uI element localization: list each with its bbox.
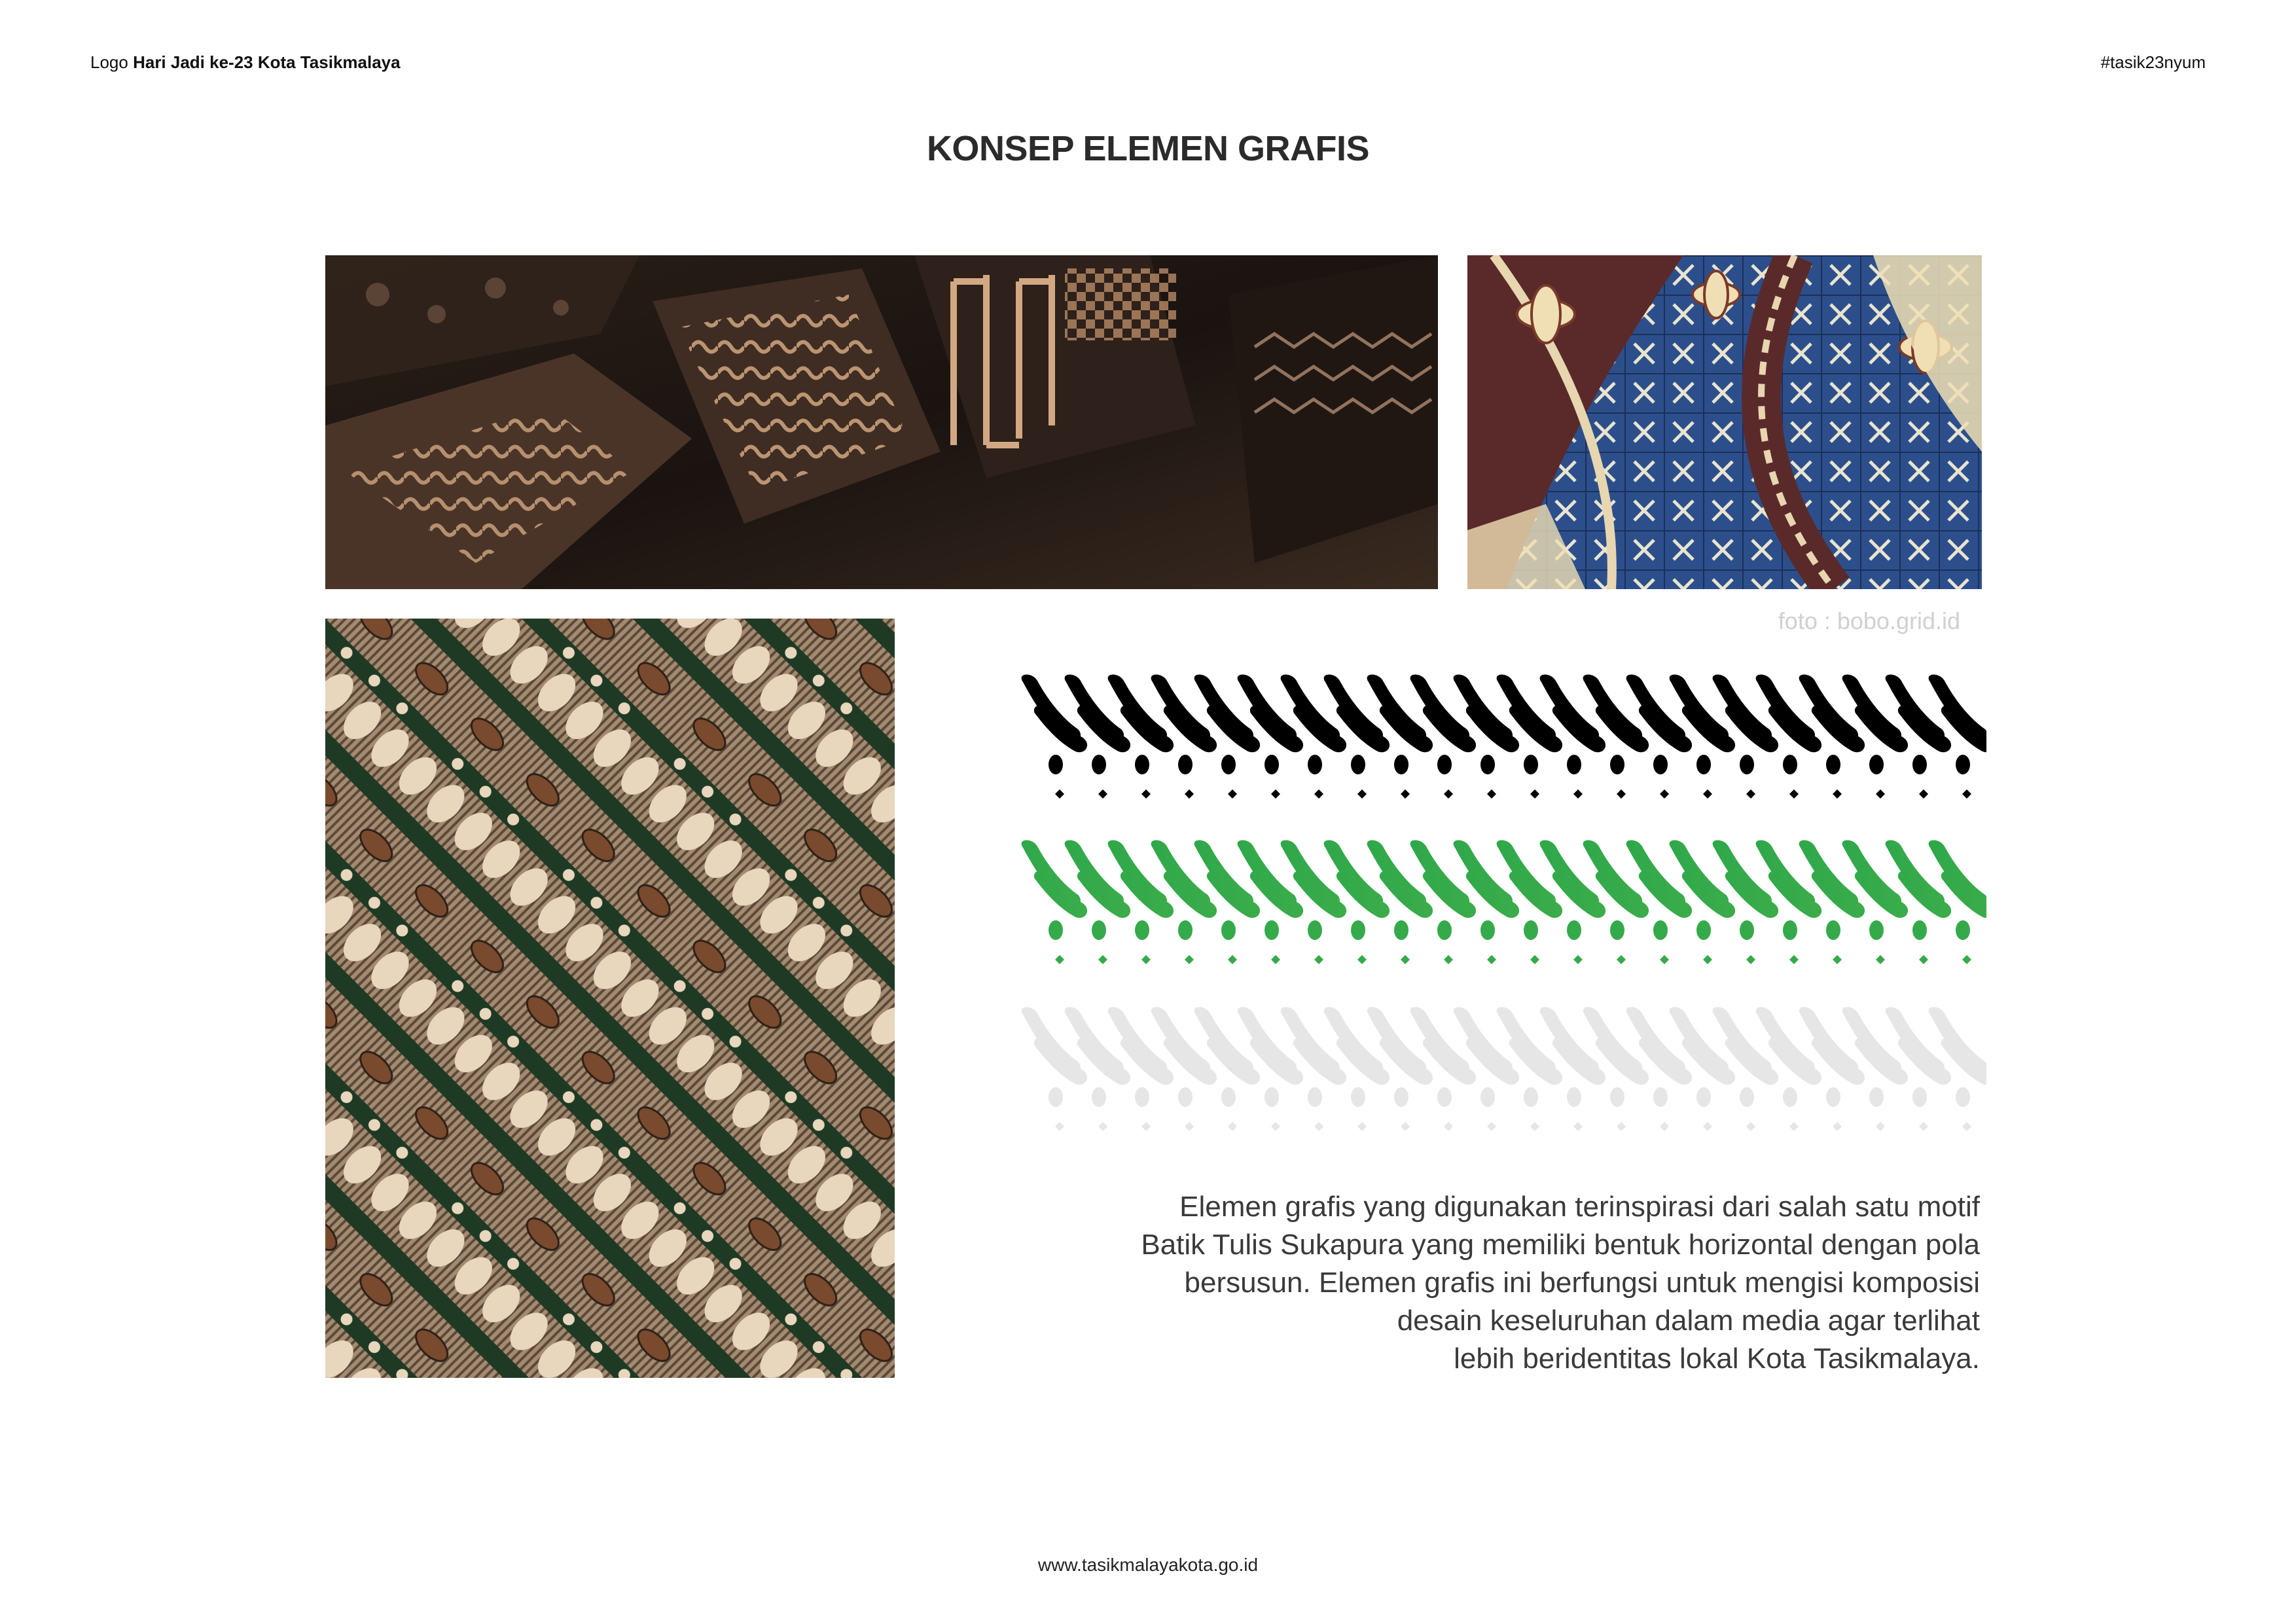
motif-black-svg (1018, 674, 1986, 805)
header-hashtag: #tasik23nyum (2100, 52, 2206, 72)
motif-gradient-row (1018, 840, 1986, 971)
batik-stamp-photo (325, 255, 1438, 589)
header-title: Hari Jadi ke-23 Kota Tasikmalaya (133, 52, 401, 72)
motif-grey-row (1018, 1007, 1986, 1138)
header-document-label (90, 52, 401, 73)
description-line: bersusun. Elemen grafis ini berfungsi untuk mengisi komposisi (1184, 1267, 1980, 1299)
blue-batik-photo (1467, 255, 1982, 589)
motif-black-row (1018, 674, 1986, 805)
motif-gradient-svg (1018, 840, 1986, 971)
photo-credit: foto : bobo.grid.id (1778, 607, 1960, 634)
motif-grey-svg (1018, 1007, 1986, 1138)
header-prefix: Logo (90, 52, 128, 72)
description-line: lebih beridentitas lokal Kota Tasikmalaya. (1454, 1343, 1980, 1375)
parang-batik-photo (325, 619, 895, 1378)
description-line: Elemen grafis yang digunakan terinspirasi dari salah satu motif (1179, 1191, 1980, 1223)
description-paragraph (1047, 1188, 1980, 1378)
description-line: Batik Tulis Sukapura yang memiliki bentuk horizontal dengan pola (1141, 1229, 1980, 1261)
description-line: desain keseluruhan dalam media agar terlihat (1397, 1305, 1980, 1337)
page-title: KONSEP ELEMEN GRAFIS (926, 129, 1370, 168)
footer-url: www.tasikmalayakota.go.id (1037, 1555, 1259, 1575)
